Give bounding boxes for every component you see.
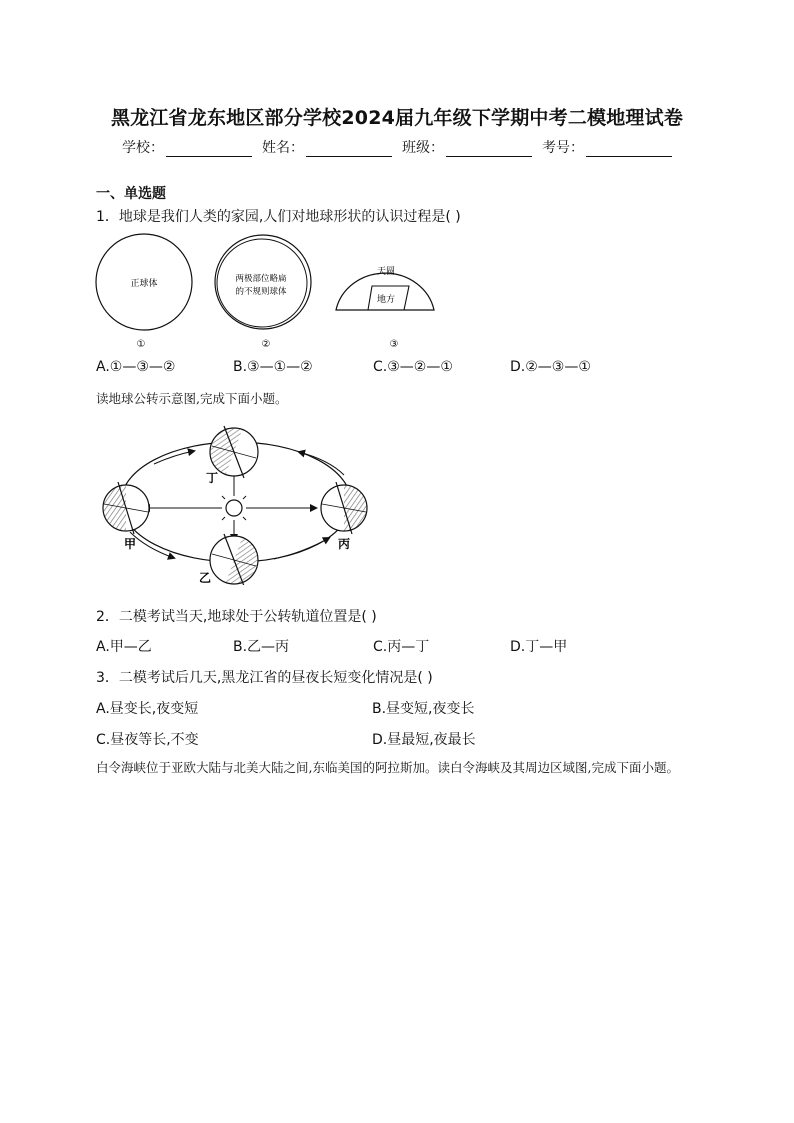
- exam-number-label: 考号：: [542, 140, 584, 156]
- orbit-reading-lead: 读地球公转示意图,完成下面小题。: [96, 391, 288, 406]
- label-jia: 甲: [124, 537, 137, 551]
- question-1-stem: 1．地球是我们人类的家园,人们对地球形状的认识过程是( ): [96, 209, 461, 225]
- orbit-arrow-upper-right: [299, 452, 344, 475]
- orbit-arrow-lower-right: [274, 538, 329, 559]
- figure-number-2: ②: [261, 339, 271, 350]
- q1-option-b[interactable]: B.③—①—②: [233, 359, 313, 375]
- name-label: 姓名：: [262, 140, 304, 156]
- q2-option-a[interactable]: A.甲—乙: [96, 639, 152, 655]
- question-2-stem: 2．二模考试当天,地球处于公转轨道位置是( ): [96, 609, 377, 625]
- earth-revolution-diagram: [94, 420, 384, 585]
- question-3-options-row2: [96, 729, 696, 749]
- question-3-stem: 3．二模考试后几天,黑龙江省的昼夜长短变化情况是( ): [96, 670, 433, 686]
- q3-option-b[interactable]: B.昼变短,夜变长: [372, 701, 475, 717]
- exam-title: 黑龙江省龙东地区部分学校2024届九年级下学期中考二模地理试卷: [110, 107, 684, 129]
- figure-number-1: ①: [136, 339, 146, 350]
- exam-number-blank[interactable]: [586, 142, 672, 157]
- class-label: 班级：: [402, 140, 444, 156]
- label-ding: 丁: [206, 471, 219, 485]
- q3-option-a[interactable]: A.昼变长,夜变短: [96, 701, 199, 717]
- q2-option-b[interactable]: B.乙—丙: [233, 639, 290, 655]
- name-blank[interactable]: [306, 142, 392, 157]
- q1-option-c[interactable]: C.③—②—①: [373, 359, 453, 375]
- q3-option-d[interactable]: D.昼最短,夜最长: [372, 732, 476, 748]
- name-field[interactable]: [262, 137, 392, 157]
- earth-jia: [103, 482, 149, 534]
- exam-number-field[interactable]: [542, 137, 672, 157]
- question-3-options-row1: [96, 698, 696, 718]
- q1-option-a[interactable]: A.①—③—②: [96, 359, 176, 375]
- orbit-arrow-lower-left: [130, 532, 174, 558]
- heaven-label: 天圆: [376, 267, 396, 277]
- school-blank[interactable]: [166, 142, 252, 157]
- earth-shape-figure: [90, 232, 450, 354]
- sphere-label: 正球体: [130, 279, 158, 289]
- q2-option-c[interactable]: C.丙—丁: [373, 639, 430, 655]
- bering-strait-lead: 白令海峡位于亚欧大陆与北美大陆之间,东临美国的阿拉斯加。读白令海峡及其周边区域图,完成下面小题。: [96, 760, 679, 775]
- earth-ding: [203, 421, 258, 478]
- class-blank[interactable]: [446, 142, 532, 157]
- label-yi: 乙: [199, 571, 212, 585]
- student-info-row: [0, 137, 794, 157]
- earth-label: 地方: [376, 295, 396, 305]
- earth-bing: [321, 482, 367, 534]
- school-label: 学校：: [122, 140, 164, 156]
- section-heading: 一、单选题: [96, 186, 166, 202]
- earth-yi: [210, 534, 265, 585]
- geoid-label-line1: 两极部位略扁: [235, 274, 287, 284]
- geoid-label-line2: 的不规则球体: [235, 287, 287, 297]
- q2-option-d[interactable]: D.丁—甲: [510, 639, 568, 655]
- question-2-options: [96, 636, 696, 656]
- figure-number-3: ③: [389, 339, 399, 350]
- class-field[interactable]: [402, 137, 532, 157]
- q3-option-c[interactable]: C.昼夜等长,不变: [96, 732, 199, 748]
- q1-option-d[interactable]: D.②—③—①: [510, 359, 591, 375]
- school-field[interactable]: [122, 137, 252, 157]
- question-1-options: [96, 359, 696, 379]
- sun-icon: [218, 492, 250, 524]
- label-bing: 丙: [338, 537, 351, 551]
